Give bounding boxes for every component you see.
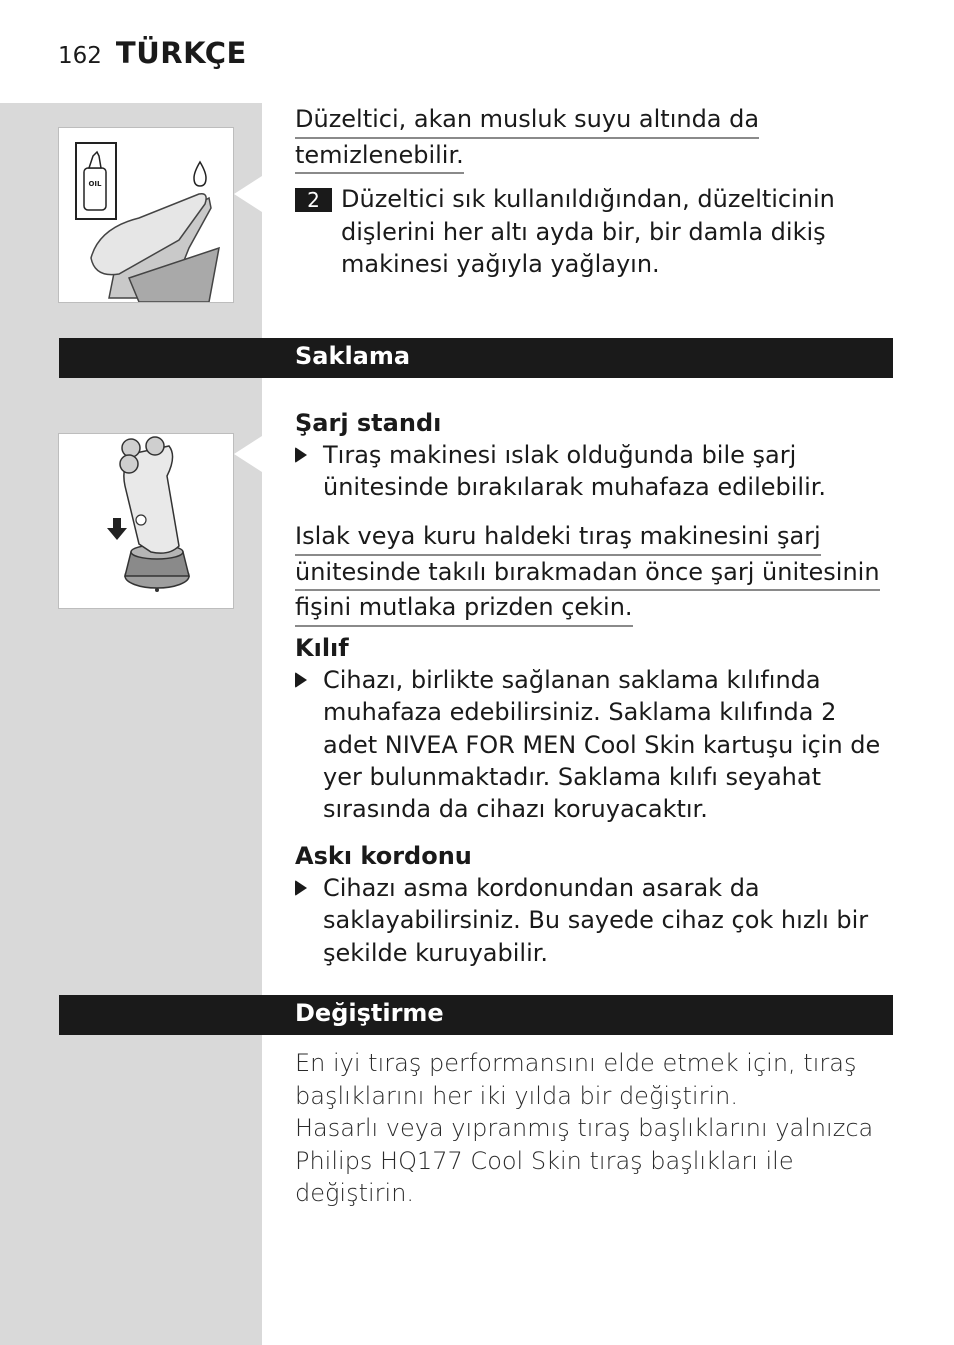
- warning-line1: Islak veya kuru haldeki tıraş makinesini şarj: [295, 520, 821, 556]
- replacement-text: [295, 1047, 895, 1210]
- replacement-paragraph-2: Hasarlı veya yıpranmış tıraş başlıklarını yalnızca Philips HQ177 Cool Skin tıraş başlıkları ile değiştirin.: [295, 1114, 874, 1207]
- figure-pointer: [234, 436, 262, 472]
- warning-line2: ünitesinde takılı bırakmadan önce şarj ünitesinin: [295, 556, 880, 592]
- heading-pouch: Kılıf: [295, 634, 349, 662]
- storage-warning: [295, 520, 895, 627]
- page-header: [58, 36, 247, 70]
- section-bar-replacement: [59, 995, 893, 1035]
- bullet-icon: [295, 880, 307, 896]
- page-language-title: TÜRKÇE: [115, 36, 247, 70]
- section-title-storage: Saklama: [295, 342, 411, 370]
- bullet-icon: [295, 447, 307, 463]
- shaver-stand-drawing: [59, 434, 233, 608]
- step-text: Düzeltici sık kullanıldığından, düzelticinin dişlerini her altı ayda bir, bir damla dikiş makinesi yağıyla yağlayın.: [341, 185, 835, 278]
- bullet-charging-stand: [295, 439, 895, 504]
- bullet-text: Cihazı asma kordonundan asarak da saklayabilirsiniz. Bu sayede cihaz çok hızlı bir şekilde kuruyabilir.: [323, 874, 869, 967]
- cleaning-note: [295, 103, 895, 174]
- step-number-badge: 2: [295, 188, 332, 212]
- section-bar-storage: [59, 338, 893, 378]
- bullet-pouch: [295, 664, 895, 825]
- arrow-down-icon: [107, 518, 127, 540]
- cleaning-step-2: [295, 183, 885, 281]
- cleaning-note-line1: Düzeltici, akan musluk suyu altında da: [295, 103, 759, 139]
- oil-label: OIL: [88, 180, 102, 188]
- bullet-text: Cihazı, birlikte sağlanan saklama kılıfında muhafaza edebilirsiniz. Saklama kılıfında 2 adet NIVEA FOR MEN Cool Skin kartuşu için de yer bulunmaktadır. Saklama kılıfı seyahat sırasında da cihazı koruyacaktır.: [323, 666, 881, 824]
- trimmer-oil-illustration: [58, 127, 234, 303]
- replacement-paragraph-1: En iyi tıraş performansını elde etmek için, tıraş başlıklarını her iki yılda bir değiştirin.: [295, 1049, 857, 1110]
- section-title-replacement: Değiştirme: [295, 999, 444, 1027]
- figure-pointer: [234, 176, 262, 212]
- heading-charging-stand: Şarj standı: [295, 409, 442, 437]
- bullet-cord: [295, 872, 895, 969]
- warning-line3: fişini mutlaka prizden çekin.: [295, 591, 633, 627]
- trimmer-oil-drawing: [59, 128, 233, 302]
- heading-cord: Askı kordonu: [295, 842, 472, 870]
- shaver-charging-stand-illustration: [58, 433, 234, 609]
- page-number: 162: [58, 43, 102, 69]
- bullet-text: Tıraş makinesi ıslak olduğunda bile şarj ünitesinde bırakılarak muhafaza edilebilir.: [323, 441, 827, 502]
- cleaning-note-line2: temizlenebilir.: [295, 139, 464, 175]
- bullet-icon: [295, 672, 307, 688]
